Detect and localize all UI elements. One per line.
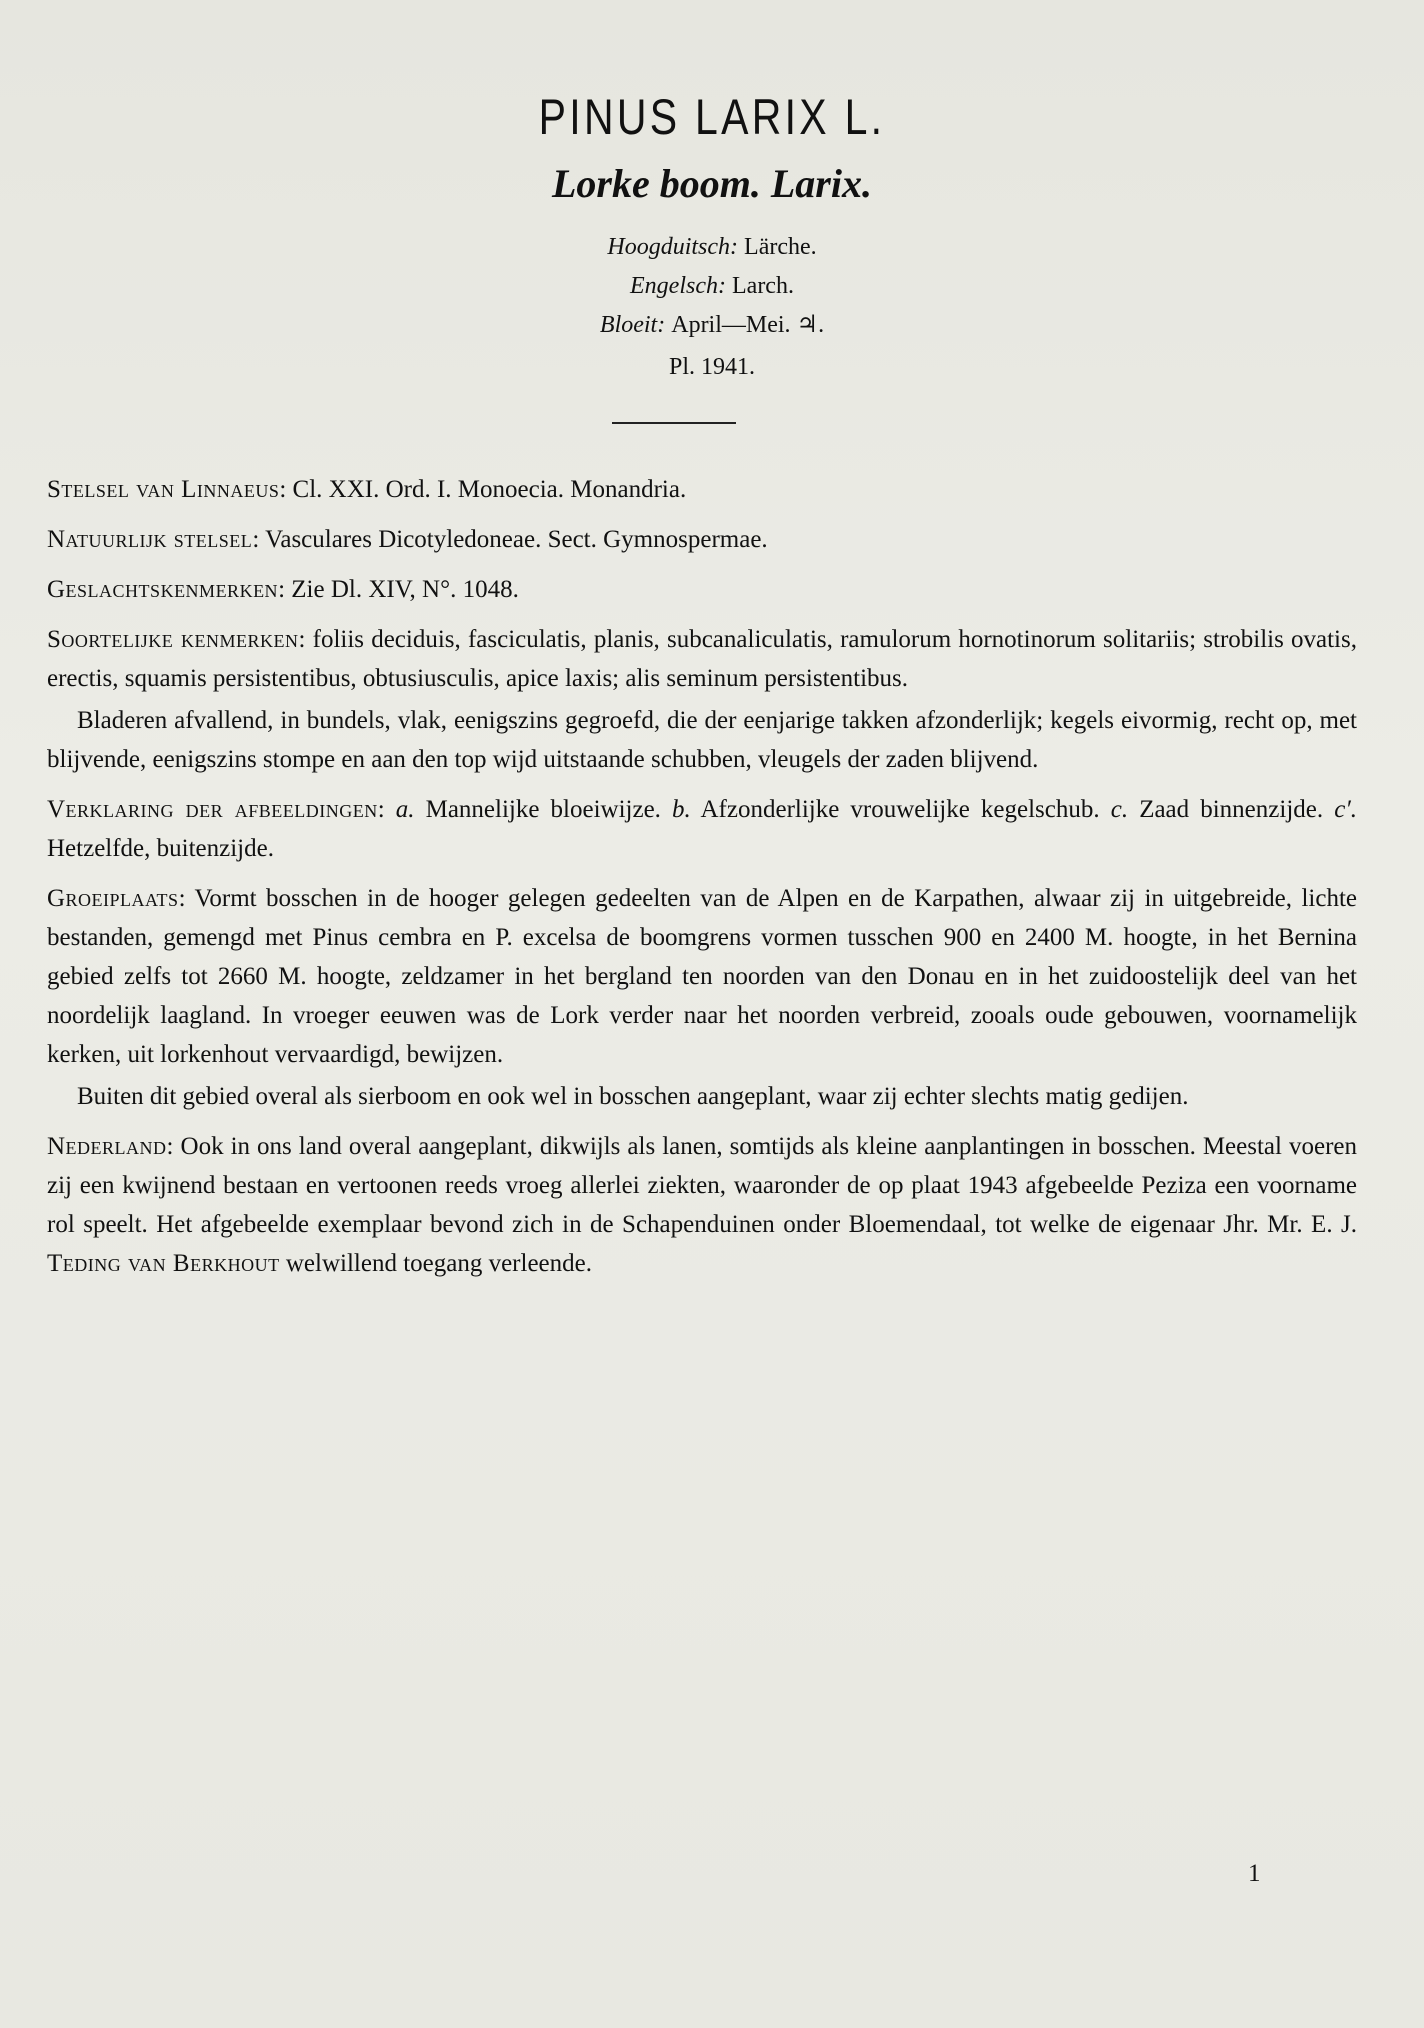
section-verklaring: Verklaring der afbeeldingen: a. Mannelijke bloeiwijze. b. Afzonderlijke vrouwelijke kegelschub. c. Zaad binnenzijde. c′. Hetzelfde, buitenzijde. xyxy=(47,796,1358,862)
common-name: Lorke boom. Larix. xyxy=(552,161,872,206)
vernacular-names xyxy=(0,228,1424,345)
plate-number: Pl. 1941. xyxy=(668,354,755,380)
section-natuurlijk: Natuurlijk stelsel: Vasculares Dicotyledoneae. Sect. Gymnospermae. xyxy=(47,526,768,553)
flowering: Bloeit: April—Mei. ♃. xyxy=(599,312,825,338)
page-number: 1 xyxy=(1248,1860,1261,1887)
section-bladeren: Bladeren afvallend, in bundels, vlak, eenigszins gegroefd, die der eenjarige takken afzonderlijk; kegels eivormig, recht op, met blijvende, eenigszins stompe en aan den top wijd uitstaande schubben, vleugels der zaden blijvend. xyxy=(47,707,1357,773)
name-english: Engelsch: Larch. xyxy=(630,273,794,299)
section-linnaeus: Stelsel van Linnaeus: Cl. XXI. Ord. I. Monoecia. Monandria. xyxy=(47,476,687,503)
section-buiten: Buiten dit gebied overal als sierboom en ook wel in bosschen aangeplant, waar zij echter slechts matig gedijen. xyxy=(77,1083,1189,1110)
text-body xyxy=(47,470,1357,1294)
name-german: Hoogduitsch: Lärche. xyxy=(607,234,817,260)
section-geslacht: Geslachtskenmerken: Zie Dl. XIV, N°. 1048. xyxy=(47,576,519,603)
section-soortelijk: Soortelijke kenmerken: foliis deciduis, fasciculatis, planis, subcanaliculatis, ramulorum hornotinorum solitariis; strobilis ovatis, erectis, squamis persistentibus, obtusiusculis, apice laxis; alis seminum persistentibus. xyxy=(47,626,1357,692)
page-title: PINUS LARIX L. xyxy=(538,89,886,145)
section-groeiplaats: Groeiplaats: Vormt bosschen in de hooger gelegen gedeelten van de Alpen en de Karpathen, alwaar zij in uitgebreide, lichte bestanden, gemengd met Pinus cembra en P. excelsa de boomgrens vormen tusschen 900 en 2400 M. hoogte, in het Bernina gebied zelfs tot 2660 M. hoogte, zeldzamer in het bergland ten noorden van den Donau en in het zuidoostelijk deel van het noordelijk laagland. In vroeger eeuwen was de Lork verder naar het noorden verbreid, zooals oude gebouwen, voornamelijk kerken, uit lorkenhout vervaardigd, bewijzen. xyxy=(47,885,1358,1068)
section-nederland: Nederland: Ook in ons land overal aangeplant, dikwijls als lanen, somtijds als kleine aanplantingen in bosschen. Meestal voeren zij een kwijnend bestaan en vertoonen reeds vroeg allerlei ziekten, waaronder de op plaat 1943 afgebeelde Peziza een voorname rol speelt. Het afgebeelde exemplaar bevond zich in de Schapenduinen onder Bloemendaal, tot welke de eigenaar Jhr. Mr. E. J. Teding van Berkhout welwillend toegang verleende. xyxy=(47,1133,1357,1277)
divider xyxy=(612,422,736,424)
